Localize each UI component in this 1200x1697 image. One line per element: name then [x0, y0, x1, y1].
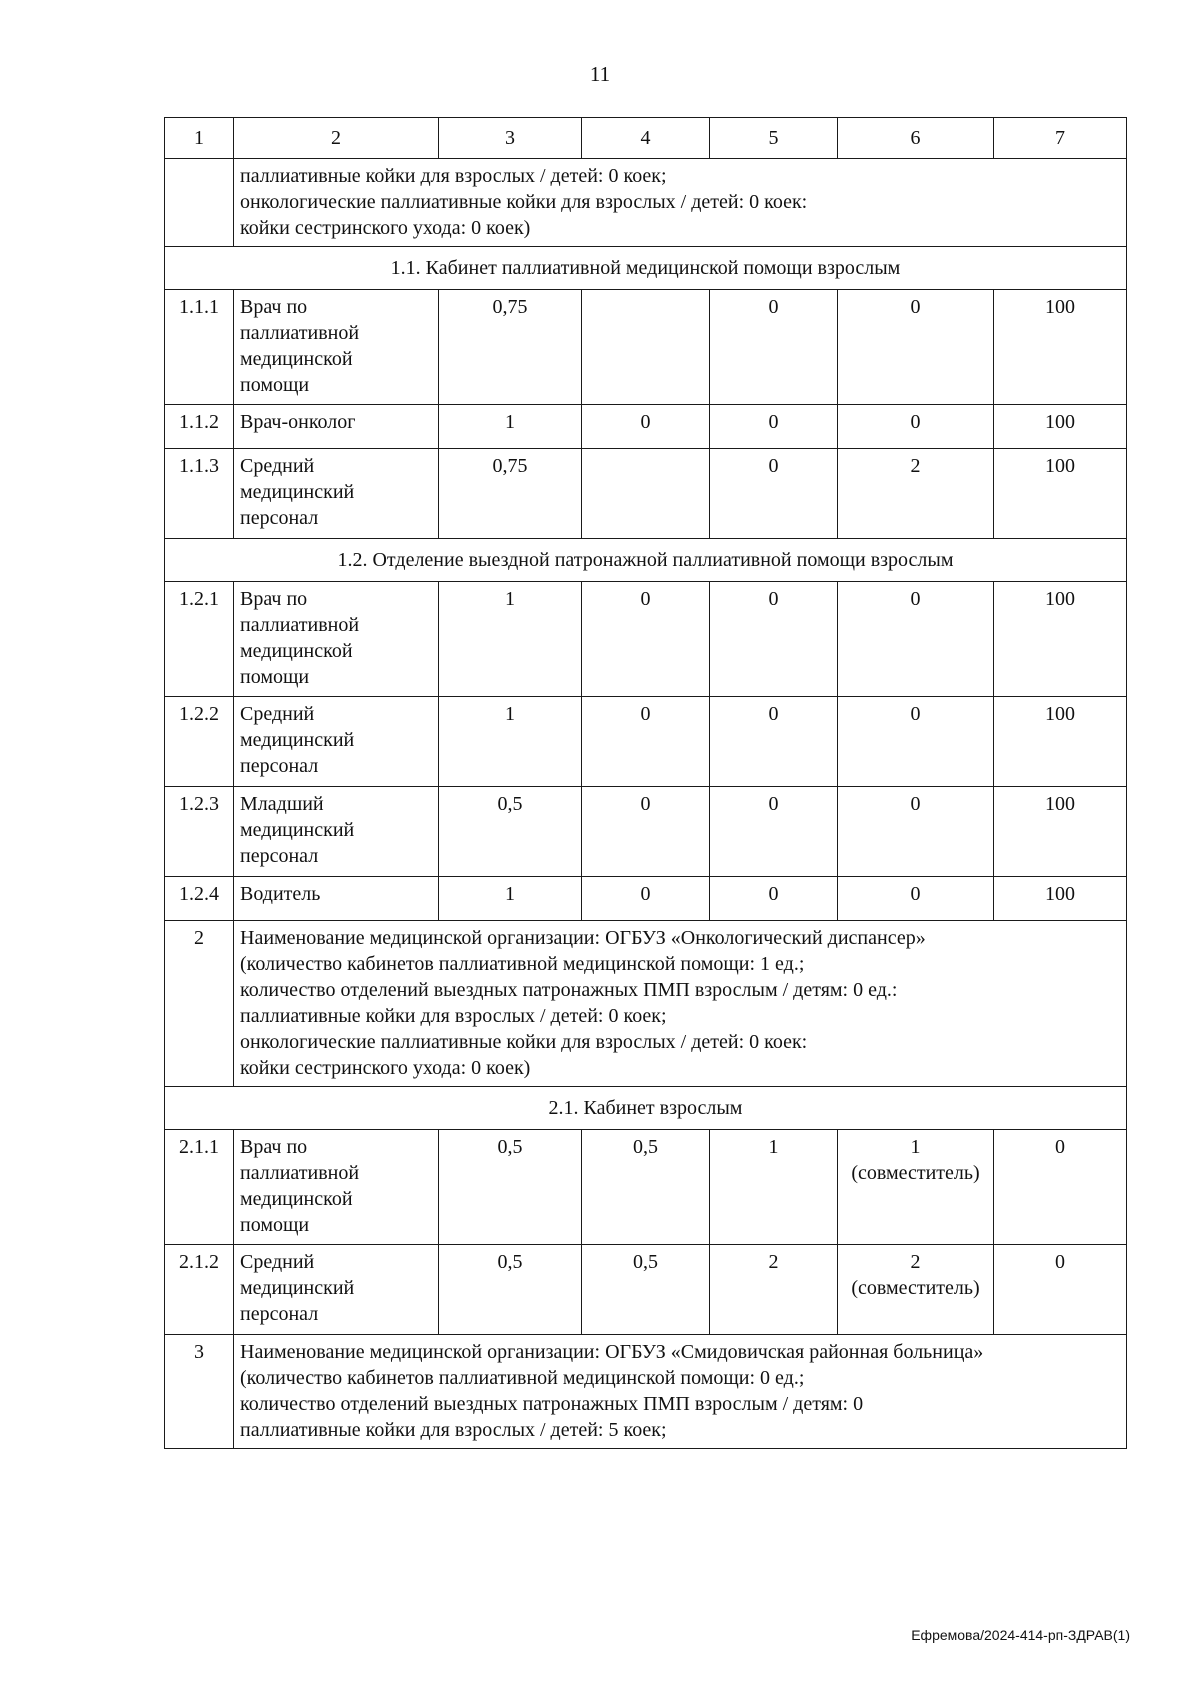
row-number: 1.1.2 — [165, 405, 234, 449]
text-line: Младший — [240, 793, 324, 815]
text-line: Врач по — [240, 296, 308, 318]
row-number: 1.2.1 — [165, 582, 234, 697]
text-line: помощи — [240, 666, 310, 688]
table-row — [165, 1130, 1127, 1245]
cell-col5: 2 — [710, 1245, 838, 1335]
cell-col7: 100 — [994, 787, 1127, 877]
text-line: паллиативные койки для взрослых / детей: 0 коек; — [240, 1005, 667, 1027]
text-line: медицинской — [240, 348, 353, 370]
cell-col7: 0 — [994, 1245, 1127, 1335]
text-line: паллиативные койки для взрослых / детей: 5 коек; — [240, 1419, 667, 1441]
cell-col3: 1 — [439, 582, 582, 697]
organization-row — [165, 1335, 1127, 1449]
text-line: персонал — [240, 507, 319, 529]
section-row — [165, 247, 1127, 290]
position-name — [234, 405, 439, 449]
cell-col3: 0,75 — [439, 290, 582, 405]
cell-col4: 0 — [582, 405, 710, 449]
text-line: паллиативной — [240, 322, 360, 344]
text-line: персонал — [240, 1303, 319, 1325]
staffing-table — [164, 117, 1127, 1449]
section-title: 1.1. Кабинет паллиативной медицинской помощи взрослым — [165, 247, 1127, 290]
section-title: 2.1. Кабинет взрослым — [165, 1087, 1127, 1130]
text-line: Водитель — [240, 883, 321, 905]
cell-col3: 0,5 — [439, 1130, 582, 1245]
position-name — [234, 877, 439, 921]
cell-col7: 100 — [994, 449, 1127, 539]
text-line: паллиативные койки для взрослых / детей: 0 коек; — [240, 165, 667, 187]
cell-col6: 0 — [838, 877, 994, 921]
text-line: онкологические паллиативные койки для взрослых / детей: 0 коек: — [240, 1031, 808, 1053]
text-line: Средний — [240, 455, 315, 477]
row-number: 1.2.4 — [165, 877, 234, 921]
organization-row — [165, 921, 1127, 1087]
cell-col7: 0 — [994, 1130, 1127, 1245]
cell-col6: 0 — [838, 697, 994, 787]
cell-col7: 100 — [994, 405, 1127, 449]
cell-col3: 1 — [439, 697, 582, 787]
text-line: Врач по — [240, 1136, 308, 1158]
header-cell: 1 — [165, 118, 234, 159]
table-row — [165, 697, 1127, 787]
section-row — [165, 539, 1127, 582]
row-number: 1.2.3 — [165, 787, 234, 877]
section-row — [165, 1087, 1127, 1130]
cell-col5: 0 — [710, 449, 838, 539]
text-line: медицинский — [240, 729, 355, 751]
cell-col4: 0 — [582, 582, 710, 697]
row-number: 2.1.1 — [165, 1130, 234, 1245]
cell-col5: 0 — [710, 877, 838, 921]
table-row — [165, 1245, 1127, 1335]
row-number: 1.1.1 — [165, 290, 234, 405]
cell-col7: 100 — [994, 582, 1127, 697]
page-number: 11 — [589, 62, 611, 86]
row-number: 2.1.2 — [165, 1245, 234, 1335]
header-cell: 7 — [994, 118, 1127, 159]
cell-col3: 1 — [439, 405, 582, 449]
table-row — [165, 877, 1127, 921]
cell-col6: 0 — [838, 405, 994, 449]
row-number: 2 — [165, 921, 234, 1087]
position-name — [234, 787, 439, 877]
header-cell: 3 — [439, 118, 582, 159]
text-line: Средний — [240, 703, 315, 725]
text-line: (совместитель) — [851, 1162, 980, 1184]
row-number: 1.2.2 — [165, 697, 234, 787]
cell-col6 — [838, 1245, 994, 1335]
cell-col4: 0 — [582, 787, 710, 877]
text-line: Врач по — [240, 588, 308, 610]
cell-col5: 0 — [710, 405, 838, 449]
cell-col5: 0 — [710, 582, 838, 697]
cell-col4: 0,5 — [582, 1130, 710, 1245]
organization-details — [234, 159, 1127, 247]
header-cell: 2 — [234, 118, 439, 159]
cell-col3: 0,75 — [439, 449, 582, 539]
cell-col5: 0 — [710, 290, 838, 405]
cell-col6: 2 — [838, 449, 994, 539]
cell-col3: 0,5 — [439, 787, 582, 877]
position-name — [234, 582, 439, 697]
cell-col4: 0 — [582, 697, 710, 787]
text-line: (количество кабинетов паллиативной медицинской помощи: 1 ед.; — [240, 953, 805, 975]
text-line: паллиативной — [240, 614, 360, 636]
cell-col7: 100 — [994, 290, 1127, 405]
empty-cell — [165, 159, 234, 247]
text-line: помощи — [240, 374, 310, 396]
text-line: Наименование медицинской организации: ОГБУЗ «Онкологический диспансер» — [240, 927, 926, 949]
text-line: (количество кабинетов паллиативной медицинской помощи: 0 ед.; — [240, 1367, 805, 1389]
text-line: персонал — [240, 845, 319, 867]
cell-col6: 0 — [838, 787, 994, 877]
cell-col6: 0 — [838, 290, 994, 405]
header-row — [165, 118, 1127, 159]
text-line: Врач-онколог — [240, 411, 356, 433]
table-row — [165, 449, 1127, 539]
cell-col3: 0,5 — [439, 1245, 582, 1335]
text-line: 1 — [910, 1136, 921, 1158]
text-line: 2 — [910, 1251, 921, 1273]
header-cell: 4 — [582, 118, 710, 159]
continuation-row — [165, 159, 1127, 247]
position-name — [234, 290, 439, 405]
text-line: койки сестринского ухода: 0 коек) — [240, 217, 531, 239]
cell-col4 — [582, 290, 710, 405]
text-line: медицинский — [240, 819, 355, 841]
organization-details — [234, 921, 1127, 1087]
text-line: (совместитель) — [851, 1277, 980, 1299]
section-title: 1.2. Отделение выездной патронажной паллиативной помощи взрослым — [165, 539, 1127, 582]
text-line: помощи — [240, 1214, 310, 1236]
cell-col7: 100 — [994, 877, 1127, 921]
position-name — [234, 697, 439, 787]
document-id-footer: Ефремова/2024-414-рп-ЗДРАВ(1) — [911, 1627, 1130, 1643]
text-line: медицинской — [240, 640, 353, 662]
text-line: онкологические паллиативные койки для взрослых / детей: 0 коек: — [240, 191, 808, 213]
text-line: медицинской — [240, 1188, 353, 1210]
header-cell: 5 — [710, 118, 838, 159]
cell-col6 — [838, 1130, 994, 1245]
cell-col6: 0 — [838, 582, 994, 697]
cell-col5: 1 — [710, 1130, 838, 1245]
text-line: количество отделений выездных патронажных ПМП взрослым / детям: 0 — [240, 1393, 864, 1415]
table-row — [165, 787, 1127, 877]
cell-col5: 0 — [710, 787, 838, 877]
table-row — [165, 290, 1127, 405]
row-number: 1.1.3 — [165, 449, 234, 539]
table-row — [165, 582, 1127, 697]
cell-col4: 0 — [582, 877, 710, 921]
text-line: количество отделений выездных патронажных ПМП взрослым / детям: 0 ед.: — [240, 979, 898, 1001]
table-row — [165, 405, 1127, 449]
text-line: медицинский — [240, 1277, 355, 1299]
organization-details — [234, 1335, 1127, 1449]
text-line: паллиативной — [240, 1162, 360, 1184]
cell-col3: 1 — [439, 877, 582, 921]
text-line: койки сестринского ухода: 0 коек) — [240, 1057, 531, 1079]
position-name — [234, 449, 439, 539]
text-line: Средний — [240, 1251, 315, 1273]
cell-col4 — [582, 449, 710, 539]
text-line: Наименование медицинской организации: ОГБУЗ «Смидовичская районная больница» — [240, 1341, 984, 1363]
cell-col7: 100 — [994, 697, 1127, 787]
text-line: персонал — [240, 755, 319, 777]
position-name — [234, 1130, 439, 1245]
text-line: медицинский — [240, 481, 355, 503]
cell-col5: 0 — [710, 697, 838, 787]
header-cell: 6 — [838, 118, 994, 159]
row-number: 3 — [165, 1335, 234, 1449]
cell-col4: 0,5 — [582, 1245, 710, 1335]
position-name — [234, 1245, 439, 1335]
